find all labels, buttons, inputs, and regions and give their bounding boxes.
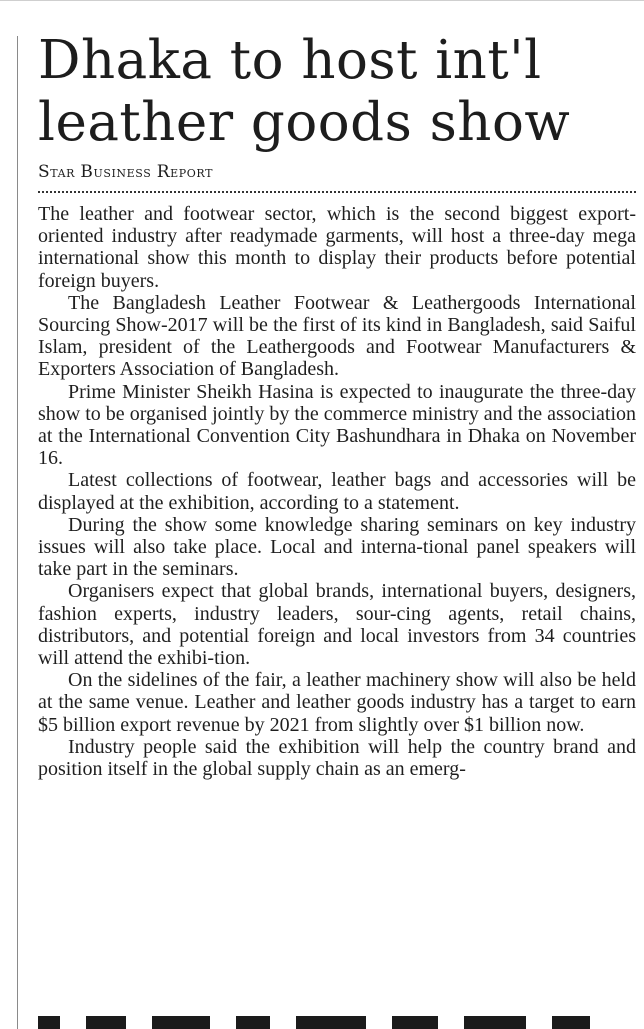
paragraph: Prime Minister Sheikh Hasina is expected to inaugurate the three-day show to be organised jointly by the commerce ministry and the association at the International Convention City Bashundhara in Dhaka on November 16.	[38, 380, 636, 470]
paragraph: The leather and footwear sector, which is the second biggest export-oriented industry after readymade garments, will host a three-day mega international show this month to display their products before potential foreign buyers.	[38, 203, 636, 292]
paragraph: On the sidelines of the fair, a leather machinery show will also be held at the same venue. Leather and leather goods industry has a target to earn $5 billion export revenue by 2021 from slightly over $1 billion now.	[38, 669, 636, 736]
headline	[38, 30, 636, 154]
paragraph: Latest collections of footwear, leather bags and accessories will be displayed at the exhibition, according to a statement.	[38, 469, 636, 514]
top-divider	[0, 0, 644, 1]
article	[38, 30, 636, 780]
headline-line-2: leather goods show	[38, 92, 571, 153]
dotted-divider	[38, 191, 636, 193]
paragraph: Industry people said the exhibition will help the country brand and position itself in the global supply chain as an emerg-	[38, 735, 636, 781]
column-divider	[17, 36, 18, 1029]
paragraph: Organisers expect that global brands, international buyers, designers, fashion experts, industry leaders, sour-cing agents, retail chains, distributors, and potential foreign and local investors from 34 countries will attend the exhibi-tion.	[38, 580, 636, 670]
byline: Star Business Report	[38, 162, 214, 182]
paragraph: The Bangladesh Leather Footwear & Leathergoods International Sourcing Show-2017 will be the first of its kind in Bangladesh, said Saiful Islam, president of the Leathergoods and Footwear Manufacturers & Exporters Association of Bangladesh.	[38, 291, 636, 381]
article-body	[38, 203, 636, 780]
headline-line-1: Dhaka to host int'l	[38, 30, 542, 91]
next-headline-fragment	[38, 1016, 636, 1029]
paragraph: During the show some knowledge sharing seminars on key industry issues will also take place. Local and interna-tional panel speakers will take part in the seminars.	[38, 513, 636, 581]
